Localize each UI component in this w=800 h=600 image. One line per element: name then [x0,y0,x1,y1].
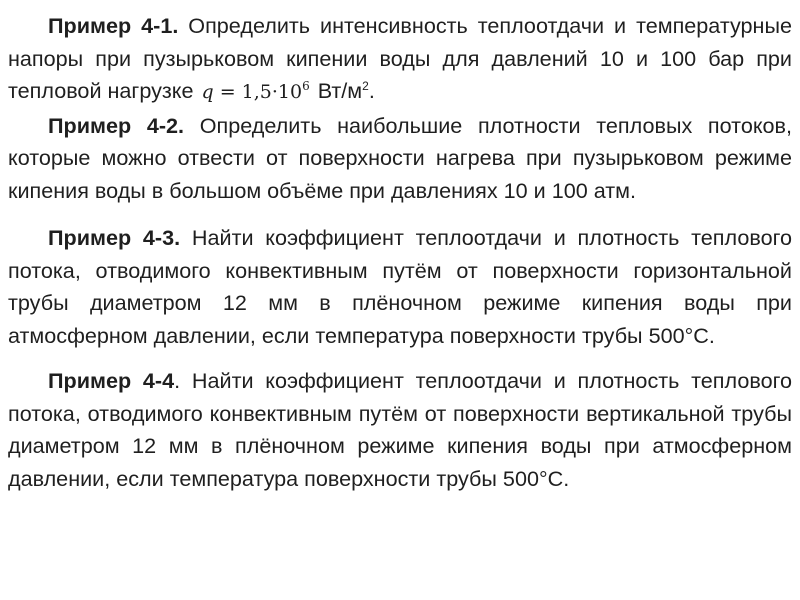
heat-load-formula [199,81,311,103]
problem-text: Определить интенсивность теплоотдачи и температурные напоры при пузырьковом кипении воды для давлений 10 и 100 бар при тепловой нагрузке [8,13,792,103]
formula-exponent: 6 [302,79,310,93]
problem-label: Пример 4-4 [48,368,175,393]
formula-value: 1,5·10 [241,81,303,103]
problem-4-2 [8,110,792,208]
problem-text: Найти коэффициент теплоотдачи и плотность теплового потока, отводимого конвективным путём от поверхности горизонтальной трубы диаметром 12 мм в плёночном режиме кипения воды при атмосферном давлении, если температура поверхности трубы 500°С. [8,225,792,348]
problem-4-3 [8,222,792,352]
formula-variable: q [201,81,214,103]
problem-label: Пример 4-3. [48,225,181,250]
problem-label: Пример 4-1. [48,13,179,38]
unit-base: Вт/м [311,78,363,103]
problem-4-4 [8,365,792,495]
problem-label: Пример 4-2. [48,112,185,138]
formula-equals: = [213,81,242,103]
problem-4-1 [8,10,792,109]
problem-text: Определить наибольшие плотности тепловых потоков, которые можно отвести от поверхности нагрева при пузырьковом режиме кипения воды в большом объёме при давлениях 10 и 100 атм. [8,112,792,203]
problem-text: . Найти коэффициент теплоотдачи и плотность теплового потока, отводимого конвективным путём от поверхности вертикальной трубы диаметром 12 мм в плёночном режиме кипения воды при атмосферном давлении, если температура поверхности трубы 500°С. [8,368,792,491]
unit-exponent: 2 [362,79,369,93]
unit-end: . [368,78,375,103]
heat-load-unit [312,78,375,103]
